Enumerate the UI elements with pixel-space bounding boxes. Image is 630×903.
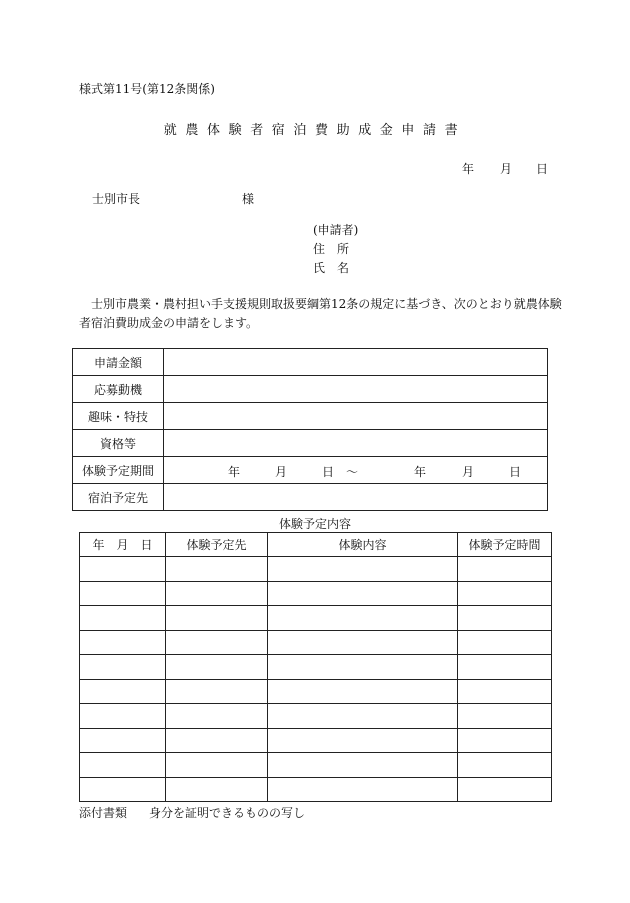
schedule-header-place: 体験予定先 [166,533,268,557]
document-title: 就農体験者宿泊費助成金申請書 [163,123,467,138]
schedule-cell[interactable] [268,655,458,680]
motivation-field[interactable] [164,376,548,403]
schedule-cell[interactable] [80,655,166,680]
schedule-cell[interactable] [268,728,458,753]
lodging-field[interactable] [164,484,548,511]
period-start-month: 月 [275,465,288,479]
addressee: 士別市長 [92,192,141,206]
schedule-cell[interactable] [458,655,552,680]
period-field[interactable] [164,457,548,484]
addressee-honorific: 様 [242,192,255,206]
schedule-row [80,557,552,582]
motivation-label: 応募動機 [73,376,164,403]
schedule-cell[interactable] [268,777,458,802]
date-day: 日 [536,162,549,176]
schedule-row [80,655,552,680]
qualifications-field[interactable] [164,430,548,457]
schedule-cell[interactable] [166,606,268,631]
schedule-cell[interactable] [166,753,268,778]
schedule-cell[interactable] [166,630,268,655]
address-label: 住 所 [313,242,350,256]
schedule-cell[interactable] [458,728,552,753]
schedule-cell[interactable] [268,557,458,582]
schedule-cell[interactable] [166,679,268,704]
schedule-cell[interactable] [458,679,552,704]
application-info-table [72,348,548,511]
schedule-row [80,753,552,778]
schedule-cell[interactable] [458,581,552,606]
schedule-cell[interactable] [80,777,166,802]
period-end-month: 月 [462,465,475,479]
schedule-row [80,704,552,729]
schedule-cell[interactable] [458,777,552,802]
schedule-cell[interactable] [268,581,458,606]
schedule-cell[interactable] [458,753,552,778]
form-number: 様式第11号(第12条関係) [79,82,215,96]
schedule-cell[interactable] [80,704,166,729]
schedule-cell[interactable] [166,581,268,606]
schedule-cell[interactable] [166,557,268,582]
body-text: 士別市農業・農村担い手支援規則取扱要綱第12条の規定に基づき、次のとおり就農体験者宿泊費助成金の申請をします。 [79,297,562,330]
period-start-year: 年 [228,465,241,479]
schedule-row [80,679,552,704]
applicant-heading: (申請者) [313,223,359,237]
qualifications-label: 資格等 [73,430,164,457]
schedule-header-content: 体験内容 [268,533,458,557]
schedule-cell[interactable] [268,679,458,704]
schedule-cell[interactable] [268,630,458,655]
schedule-cell[interactable] [166,704,268,729]
schedule-row [80,777,552,802]
requested-amount-field[interactable] [164,349,548,376]
schedule-cell[interactable] [166,728,268,753]
requested-amount-label: 申請金額 [73,349,164,376]
schedule-row [80,606,552,631]
period-end-day: 日 [509,465,522,479]
date-month: 月 [500,162,513,176]
name-label: 氏 名 [313,261,350,275]
schedule-cell[interactable] [166,655,268,680]
period-tilde: ～ [346,465,359,479]
schedule-cell[interactable] [458,557,552,582]
period-label: 体験予定期間 [73,457,164,484]
schedule-cell[interactable] [458,704,552,729]
hobbies-skills-label: 趣味・特技 [73,403,164,430]
application-date [462,160,548,177]
schedule-header-time: 体験予定時間 [458,533,552,557]
attachment-note [79,804,305,821]
attachment-text: 身分を証明できるものの写し [149,806,306,820]
schedule-row [80,630,552,655]
period-start-day: 日 [322,465,335,479]
schedule-cell[interactable] [80,557,166,582]
date-year: 年 [462,162,475,176]
schedule-cell[interactable] [80,753,166,778]
schedule-cell[interactable] [166,777,268,802]
schedule-cell[interactable] [458,606,552,631]
schedule-cell[interactable] [80,606,166,631]
schedule-header-date: 年 月 日 [80,533,166,557]
schedule-cell[interactable] [268,753,458,778]
schedule-cell[interactable] [80,630,166,655]
schedule-cell[interactable] [268,704,458,729]
hobbies-skills-field[interactable] [164,403,548,430]
schedule-cell[interactable] [80,679,166,704]
period-end-year: 年 [414,465,427,479]
schedule-table [79,532,552,802]
schedule-row [80,728,552,753]
schedule-caption: 体験予定内容 [278,517,351,531]
schedule-cell[interactable] [80,728,166,753]
schedule-cell[interactable] [458,630,552,655]
schedule-row [80,581,552,606]
schedule-cell[interactable] [268,606,458,631]
attachment-label: 添付書類 [79,806,128,820]
schedule-cell[interactable] [80,581,166,606]
lodging-label: 宿泊予定先 [73,484,164,511]
